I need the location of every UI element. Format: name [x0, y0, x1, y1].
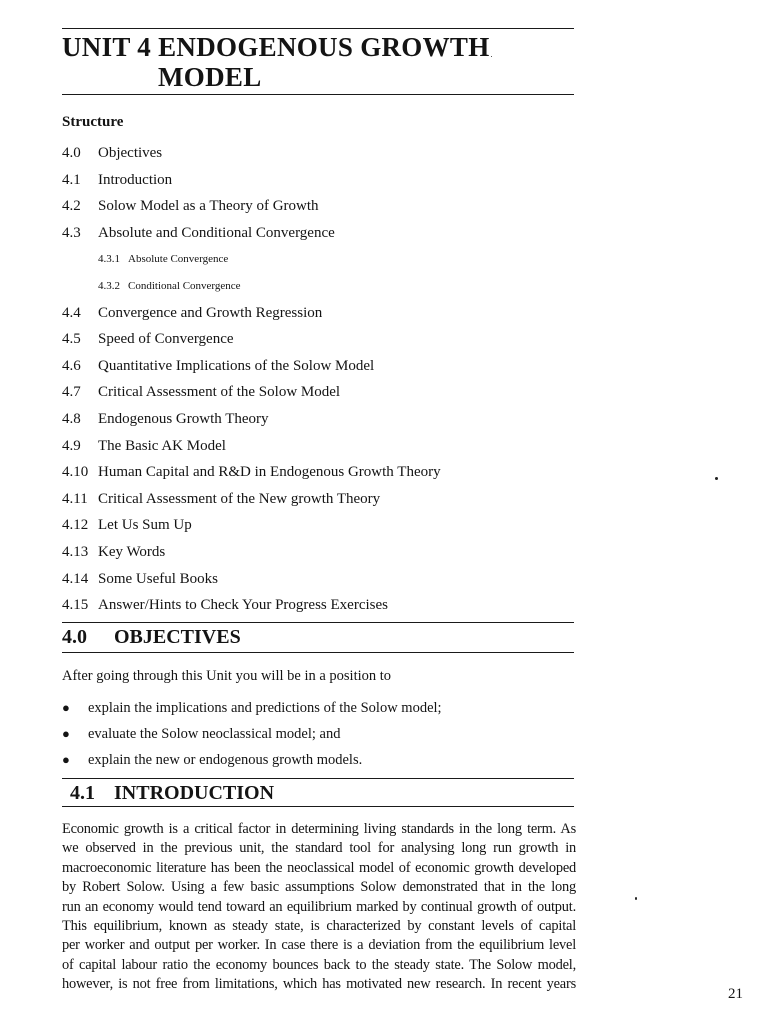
toc-item-label: Answer/Hints to Check Your Progress Exercises — [98, 597, 388, 614]
toc-item — [62, 326, 582, 353]
introduction-line: This equilibrium, known as steady state, is characterized by constant levels of capital — [62, 918, 576, 935]
toc-item-number: 4.5 — [62, 331, 81, 348]
toc-item — [62, 379, 582, 406]
scan-speck — [491, 56, 492, 57]
toc-item-number: 4.14 — [62, 570, 89, 587]
objectives-list — [62, 695, 582, 773]
toc-item-number: 4.0 — [62, 145, 81, 161]
table-of-contents — [62, 140, 582, 619]
objectives-top-rule — [62, 622, 574, 623]
introduction-section-title: INTRODUCTION — [114, 782, 275, 804]
unit-title — [62, 32, 582, 92]
toc-item-label: Endogenous Growth Theory — [98, 410, 269, 427]
objectives-heading — [62, 626, 241, 649]
objectives-bottom-rule — [62, 652, 574, 653]
toc-item-label: Solow Model as a Theory of Growth — [98, 198, 319, 215]
toc-item — [62, 167, 582, 194]
page-number: 21 — [728, 986, 743, 1002]
toc-item-number: 4.3 — [62, 224, 81, 241]
toc-item — [62, 300, 582, 327]
toc-item-number: 4.3.1 — [98, 253, 120, 266]
introduction-line: by Robert Solow. Using a few basic assumptions Solow demonstrated that in the long — [62, 879, 576, 896]
introduction-line: per worker and output per worker. In case there is a deviation from the equilibrium level — [62, 937, 576, 954]
toc-item-label: Quantitative Implications of the Solow Model — [98, 357, 375, 374]
unit-title-line-1: UNIT 4 ENDOGENOUS GROWTH — [62, 32, 490, 62]
toc-item — [62, 220, 582, 247]
toc-item-label: Absolute and Conditional Convergence — [98, 224, 335, 241]
toc-item-number: 4.11 — [62, 490, 88, 507]
introduction-line: we observed in the previous unit, the standard tool for analysing long run growth in — [62, 840, 576, 857]
toc-item — [62, 459, 582, 486]
toc-item-number: 4.10 — [62, 464, 89, 481]
toc-item-number: 4.3.2 — [98, 279, 120, 292]
title-bottom-rule — [62, 94, 574, 95]
bullet-dot-icon: ● — [62, 752, 70, 767]
toc-item-number: 4.1 — [62, 171, 81, 188]
toc-item-label: Key Words — [98, 543, 166, 560]
objective-text: evaluate the Solow neoclassical model; and — [88, 726, 341, 742]
introduction-paragraph — [62, 820, 576, 995]
introduction-section-number: 4.1 — [70, 782, 95, 804]
toc-item-number: 4.12 — [62, 517, 89, 534]
toc-item-number: 4.4 — [62, 304, 81, 321]
toc-item-label: Introduction — [98, 171, 173, 188]
toc-item — [62, 140, 582, 167]
objective-text: explain the new or endogenous growth models. — [88, 752, 363, 768]
toc-item-label: Let Us Sum Up — [98, 517, 192, 534]
toc-item-number: 4.7 — [62, 384, 81, 401]
toc-item-label: Human Capital and R&D in Endogenous Growth Theory — [98, 464, 441, 481]
objective-text: explain the implications and predictions of the Solow model; — [88, 700, 442, 716]
bullet-dot-icon: ● — [62, 700, 70, 715]
toc-item-number: 4.9 — [62, 437, 81, 454]
bullet-dot-icon: ● — [62, 726, 70, 741]
objective-list-item — [62, 747, 582, 773]
introduction-line: macroeconomic literature has been the neoclassical model of economic growth developed — [62, 859, 576, 876]
scan-speck — [715, 477, 718, 480]
toc-item — [62, 539, 582, 566]
toc-item-label: Speed of Convergence — [98, 331, 234, 348]
objectives-intro: After going through this Unit you will be in a position to — [62, 668, 392, 684]
objectives-section-title: OBJECTIVES — [114, 626, 241, 648]
toc-item-number: 4.8 — [62, 410, 81, 427]
toc-item-number: 4.13 — [62, 543, 89, 560]
introduction-line: run an economy would tend toward an equilibrium marked by continual growth of output. — [62, 898, 576, 915]
toc-item — [62, 592, 582, 619]
toc-item — [62, 566, 582, 593]
toc-item — [62, 273, 582, 300]
toc-item — [62, 486, 582, 513]
toc-item-label: Absolute Convergence — [128, 253, 229, 266]
toc-item — [62, 246, 582, 273]
introduction-line: Economic growth is a critical factor in determining living standards in the long term. As — [62, 821, 576, 837]
toc-item-label: The Basic AK Model — [98, 437, 226, 454]
objective-list-item — [62, 695, 582, 721]
objective-list-item — [62, 721, 582, 747]
introduction-line: of capital labour ratio the economy bounces back to the steady state. The Solow model, — [62, 956, 576, 973]
toc-item — [62, 193, 582, 220]
toc-item — [62, 512, 582, 539]
toc-item-number: 4.6 — [62, 357, 81, 374]
toc-item-label: Convergence and Growth Regression — [98, 304, 323, 321]
toc-item-number: 4.15 — [62, 597, 89, 614]
toc-item — [62, 406, 582, 433]
toc-item-label: Critical Assessment of the Solow Model — [98, 384, 341, 401]
toc-item-label: Conditional Convergence — [128, 279, 241, 292]
title-top-rule — [62, 28, 574, 29]
toc-item — [62, 353, 582, 380]
objectives-section-number: 4.0 — [62, 626, 87, 648]
toc-item-label: Critical Assessment of the New growth Theory — [98, 490, 381, 507]
toc-item-label: Some Useful Books — [98, 570, 218, 587]
introduction-bottom-rule — [62, 806, 574, 807]
introduction-heading — [62, 782, 274, 805]
introduction-line: however, is not free from limitations, which has motivated new research. In recent years — [62, 976, 576, 993]
toc-item — [62, 433, 582, 460]
scan-speck — [635, 897, 637, 900]
introduction-top-rule — [62, 778, 574, 779]
toc-item-number: 4.2 — [62, 198, 81, 215]
toc-item-label: Objectives — [98, 145, 163, 161]
structure-heading: Structure — [62, 114, 124, 130]
unit-title-line-2: MODEL — [158, 62, 262, 92]
